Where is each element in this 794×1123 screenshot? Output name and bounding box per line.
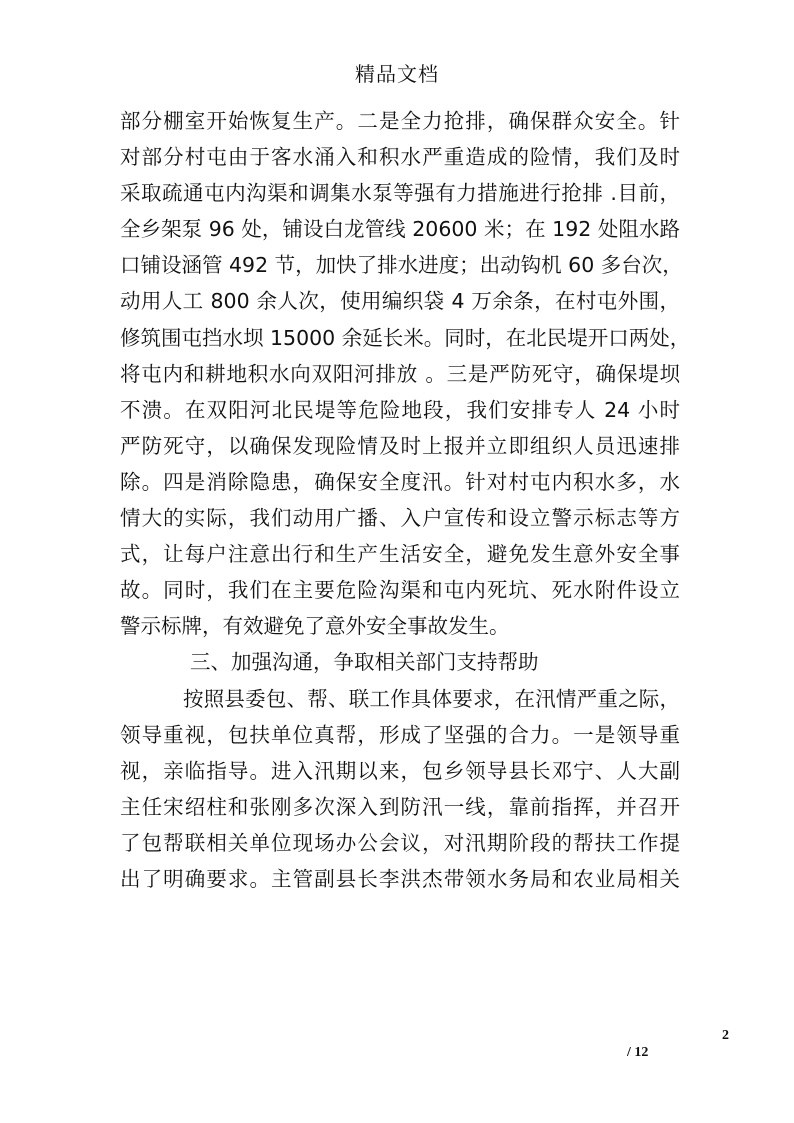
text-line: 动用人工 800 余人次，使用编织袋 4 万余条，在村屯外围， — [120, 289, 680, 314]
page-total: / 12 — [627, 1045, 649, 1060]
text-line: 除。四是消除隐患，确保安全度汛。针对村屯内积水多，水 — [120, 469, 680, 494]
text-line: 视，亲临指导。进入汛期以来，包乡领导县长邓宁、人大副 — [120, 758, 680, 783]
paragraph-first-line: 按照县委包、帮、联工作具体要求，在汛情严重之际， — [183, 686, 680, 711]
text-line: 对部分村屯由于客水涌入和积水严重造成的险情，我们及时 — [120, 145, 680, 170]
text-line: 采取疏通屯内沟渠和调集水泵等强有力措施进行抢排 .目前， — [120, 181, 680, 206]
section-heading: 三、加强沟通，争取相关部门支持帮助 — [190, 650, 539, 675]
text-line: 全乡架泵 96 处，铺设白龙管线 20600 米；在 192 处阻水路 — [120, 217, 680, 242]
text-line: 警示标牌，有效避免了意外安全事故发生。 — [120, 614, 510, 639]
text-line: 式，让每户注意出行和生产生活安全，避免发生意外安全事 — [120, 542, 680, 567]
page-header-title: 精品文档 — [355, 62, 439, 86]
text-line: 部分棚室开始恢复生产。二是全力抢排，确保群众安全。针 — [120, 109, 680, 133]
document-body — [120, 103, 691, 897]
text-line: 故。同时，我们在主要危险沟渠和屯内死坑、死水附件设立 — [120, 578, 680, 603]
text-line: 情大的实际，我们动用广播、入户宣传和设立警示标志等方 — [120, 506, 680, 531]
text-line: 出了明确要求。主管副县长李洪杰带领水务局和农业局相关 — [120, 866, 680, 891]
text-line: 严防死守，以确保发现险情及时上报并立即组织人员迅速排 — [120, 433, 680, 458]
text-line: 不溃。在双阳河北民堤等危险地段，我们安排专人 24 小时 — [120, 397, 680, 422]
text-line: 将屯内和耕地积水向双阳河排放 。三是严防死守，确保堤坝 — [120, 361, 680, 386]
text-line: 主任宋绍柱和张刚多次深入到防汛一线，靠前指挥，并召开 — [120, 794, 680, 819]
text-line: 口铺设涵管 492 节，加快了排水进度；出动钩机 60 多台次， — [120, 253, 683, 278]
page-number: 2 — [722, 1028, 729, 1043]
text-line: 修筑围屯挡水坝 15000 余延长米。同时，在北民堤开口两处， — [120, 325, 691, 350]
text-line: 了包帮联相关单位现场办公会议，对汛期阶段的帮扶工作提 — [120, 830, 680, 855]
text-line: 领导重视，包扶单位真帮，形成了坚强的合力。一是领导重 — [120, 722, 680, 747]
